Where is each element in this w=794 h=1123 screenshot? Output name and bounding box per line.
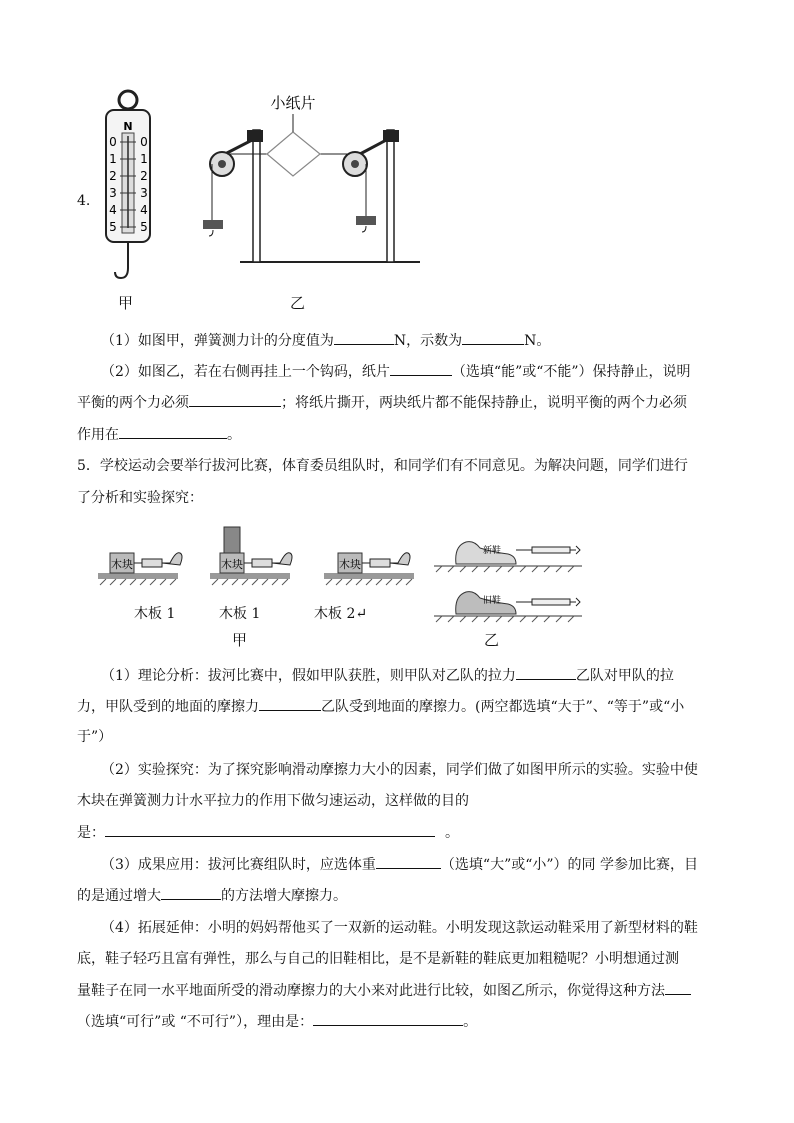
scale-tick-left: 1 [109,152,117,166]
scale-tick-left: 0 [109,135,117,149]
q5-part3-line-1: （3）成果应用：拔河比赛组队时，应选体重 （选填“大”或“小”）的同 学参加比赛，目 [101,854,751,875]
figure-5-yi-label: 乙 [484,631,500,649]
figure-jia-label: 甲 [118,294,134,312]
scale-tick-right: 5 [140,220,148,234]
q5-part1-line-3: 于”） [77,729,113,745]
board-label-3: 木板 2↵ [314,606,368,622]
scale-unit-label: N [123,120,133,133]
q5-part2-line-2: 木块在弹簧测力计水平拉力的作用下做匀速运动，这样做的目的 [77,793,469,809]
q5-part4-line-2: 底，鞋子轻巧且富有弹性，那么与自己的旧鞋相比，是不是新鞋的鞋底更加粗糙呢？小明想通过测 [77,951,679,967]
scale-tick-right: 0 [140,135,148,149]
q5-part4-line-1: （4）拓展延伸：小明的妈妈帮他买了一双新的运动鞋。小明发现这款运动鞋采用了新型材料的鞋 [101,920,698,936]
scale-tick-left: 5 [109,220,117,234]
scale-tick-left: 4 [109,203,117,217]
new-shoe-label: 新鞋 [482,546,502,556]
old-shoe-label: 旧鞋 [482,596,502,606]
scale-tick-left: 2 [109,169,117,183]
q5-intro-line-2: 了分析和实验探究： [77,490,203,506]
board-label-2: 木板 1 [219,606,261,622]
q5-part1-line-2: 力，甲队受到的地面的摩擦力 乙队受到地面的摩擦力。(两空都选填“大于”、“等于”或“小 [77,696,727,717]
friction-experiment-figure-jia [98,525,428,595]
question-4-number: 4. [77,193,91,209]
shoe-experiment-figure-yi [432,530,592,630]
q4-part2-line-2: 平衡的两个力必须 ；将纸片撕开，两块纸片都不能保持静止，说明平衡的两个力必须 [77,392,727,413]
spring-scale-figure [100,88,160,288]
block-label-3: 木块 [339,558,361,571]
q5-part3-line-2: 的是通过增大 的方法增大摩擦力。 [77,885,727,906]
board-label-1: 木板 1 [134,606,176,622]
q5-part2-line-3: 是： 。 [77,822,727,843]
scale-tick-right: 1 [140,152,148,166]
q4-part2-line-1: （2）如图乙，若在右侧再挂上一个钩码，纸片 （选填“能”或“不能”）保持静止，说明 [101,361,751,382]
q5-part2-line-1: （2）实验探究：为了探究影响滑动摩擦力大小的因素，同学们做了如图甲所示的实验。实验中使 [101,762,698,778]
q5-part4-line-3: 量鞋子在同一水平地面所受的滑动摩擦力的大小来对此进行比较，如图乙所示，你觉得这种方法 [77,980,727,1001]
scale-tick-left: 3 [109,186,117,200]
scale-tick-right: 4 [140,203,148,217]
paper-card-label: 小纸片 [270,94,316,112]
paper-card-apparatus-figure [195,92,425,267]
scale-tick-right: 2 [140,169,148,183]
block-label-2: 木块 [221,558,243,571]
q4-part1-line: （1）如图甲，弹簧测力计的分度值为 N，示数为 N。 [101,330,751,351]
q5-part4-line-4: （选填“可行”或 “不可行”），理由是： 。 [77,1011,727,1032]
q5-intro-line-1: 5．学校运动会要举行拔河比赛，体育委员组队时，和同学们有不同意见。为解决问题，同学们进行 [77,458,688,474]
q5-part1-line-1: （1）理论分析：拔河比赛中，假如甲队获胜，则甲队对乙队的拉力 乙队对甲队的拉 [101,665,751,686]
scale-tick-right: 3 [140,186,148,200]
q4-part2-line-3: 作用在 。 [77,424,727,445]
figure-5-jia-label: 甲 [232,631,248,649]
block-label-1: 木块 [111,558,133,571]
figure-yi-label: 乙 [290,294,306,312]
